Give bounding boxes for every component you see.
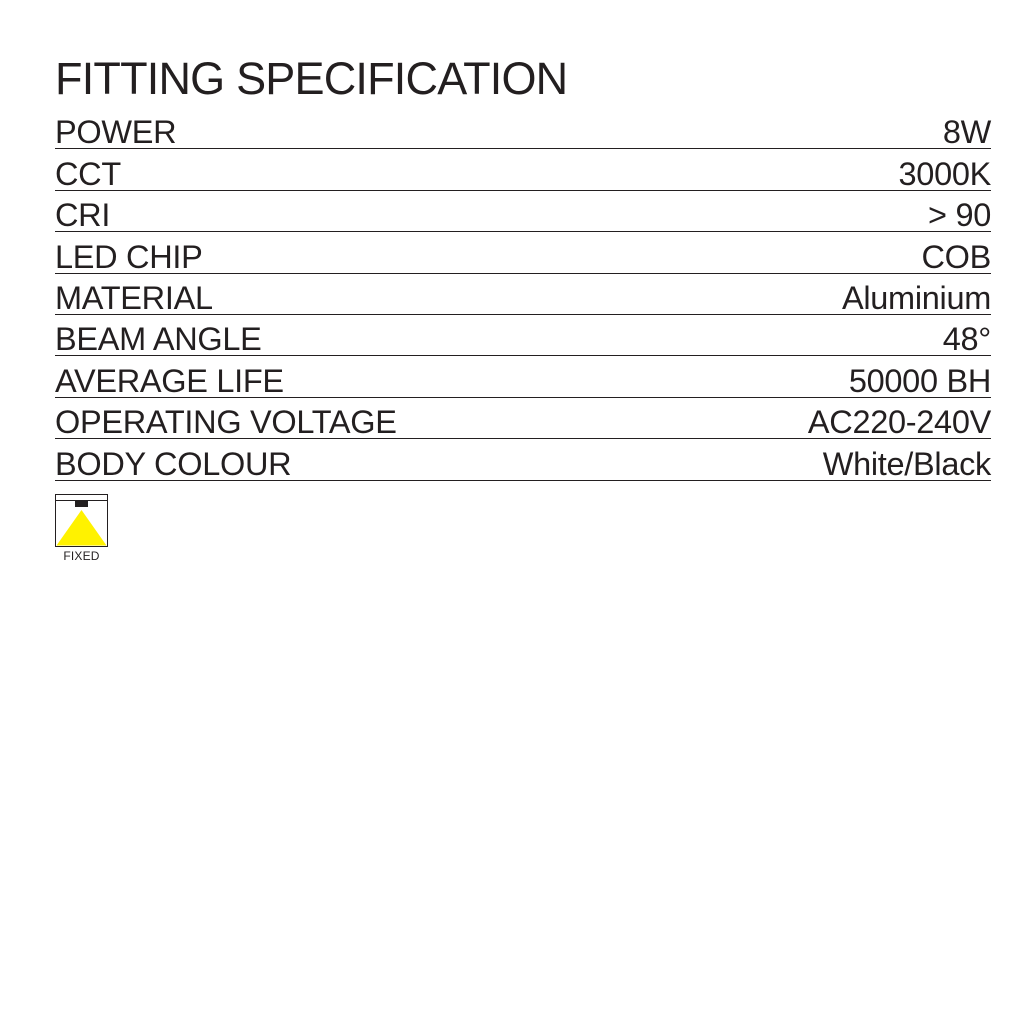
spec-value: 8W [942, 114, 991, 151]
spec-row-average-life [55, 356, 991, 397]
spec-value: White/Black [822, 445, 991, 482]
spec-row-body-colour [55, 439, 991, 480]
spec-label: POWER [55, 114, 177, 151]
spec-label: CRI [55, 197, 111, 234]
spec-label: CCT [55, 155, 121, 192]
spec-value: COB [921, 238, 991, 275]
spec-value: 48° [942, 321, 991, 358]
spec-row-operating-voltage [55, 398, 991, 439]
spec-value: Aluminium [841, 279, 991, 316]
spec-row-cri [55, 191, 991, 232]
spec-row-beam-angle [55, 315, 991, 356]
spec-value: > 90 [928, 197, 991, 234]
fixed-caption: FIXED [63, 549, 100, 563]
spec-row-cct [55, 149, 991, 190]
spec-label: OPERATING VOLTAGE [55, 404, 397, 441]
fixed-badge [55, 494, 108, 563]
spec-label: MATERIAL [55, 279, 213, 316]
spec-row-material [55, 274, 991, 315]
spec-label: BEAM ANGLE [55, 321, 262, 358]
spec-value: AC220-240V [807, 404, 991, 441]
spec-row-power [55, 108, 991, 149]
spec-value: 50000 BH [848, 362, 991, 399]
spec-row-led-chip [55, 232, 991, 273]
spec-label: AVERAGE LIFE [55, 362, 284, 399]
spec-label: BODY COLOUR [55, 445, 292, 482]
fixed-beam-icon [55, 494, 108, 547]
spec-label: LED CHIP [55, 238, 203, 275]
spec-value: 3000K [898, 155, 991, 192]
specification-table [55, 108, 991, 481]
page-title: FITTING SPECIFICATION [55, 53, 568, 104]
